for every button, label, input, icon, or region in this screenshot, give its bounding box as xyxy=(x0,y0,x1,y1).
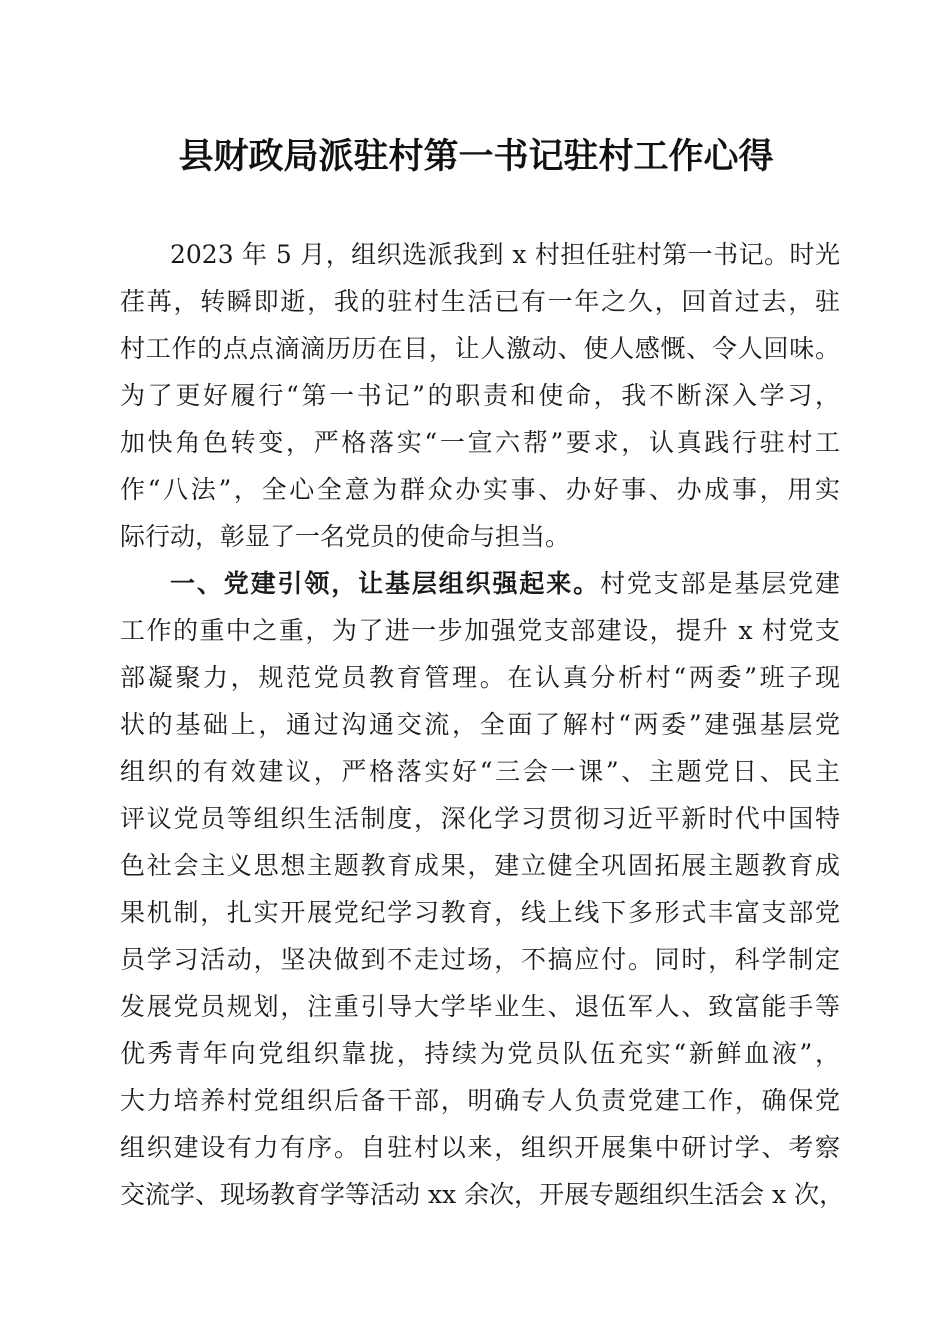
paragraph-2-line-9: 员学习活动，坚决做到不走过场，不搞应付。同时，科学制定 xyxy=(120,945,840,974)
paragraph-2-line-14: 交流学、现场教育学等活动 xx 余次，开展专题组织生活会 x 次， xyxy=(120,1180,845,1209)
paragraph-1-line-4: 为了更好履行“第一书记”的职责和使命，我不断深入学习， xyxy=(120,381,840,410)
paragraph-2-line-5: 组织的有效建议，严格落实好“三会一课”、主题党日、民主 xyxy=(120,757,840,786)
document-body xyxy=(120,231,845,1218)
paragraph-2-line-2: 工作的重中之重，为了进一步加强党支部建设，提升 x 村党支 xyxy=(120,616,840,645)
paragraph-2-line-11: 优秀青年向党组织靠拢，持续为党员队伍充实“新鲜血液”， xyxy=(120,1039,840,1068)
paragraph-1-line-7: 际行动，彰显了一名党员的使命与担当。 xyxy=(120,522,571,551)
paragraph-2-line-1 xyxy=(120,560,840,607)
paragraph-2-line-6: 评议党员等组织生活制度，深化学习贯彻习近平新时代中国特 xyxy=(120,804,840,833)
paragraph-1-line-5: 加快角色转变，严格落实“一宣六帮”要求，认真践行驻村工 xyxy=(120,428,840,457)
paragraph-1-line-6: 作“八法”，全心全意为群众办实事、办好事、办成事，用实 xyxy=(120,475,840,504)
document-title: 县财政局派驻村第一书记驻村工作心得 xyxy=(178,136,774,177)
paragraph-2-line-13: 组织建设有力有序。自驻村以来，组织开展集中研讨学、考察 xyxy=(120,1133,840,1162)
paragraph-2-line-7: 色社会主义思想主题教育成果，建立健全巩固拓展主题教育成 xyxy=(120,851,840,880)
paragraph-2-line-4: 状的基础上，通过沟通交流，全面了解村“两委”建强基层党 xyxy=(120,710,840,739)
paragraph-2-line-3: 部凝聚力，规范党员教育管理。在认真分析村“两委”班子现 xyxy=(120,663,840,692)
paragraph-1-line-2: 荏苒，转瞬即逝，我的驻村生活已有一年之久，回首过去，驻 xyxy=(120,287,840,316)
paragraph-2-line-12: 大力培养村党组织后备干部，明确专人负责党建工作，确保党 xyxy=(120,1086,840,1115)
paragraph-1-line-1: 2023 年 5 月，组织选派我到 x 村担任驻村第一书记。时光 xyxy=(170,240,840,269)
paragraph-2-line-1-text: 村党支部是基层党建 xyxy=(599,569,840,598)
paragraph-2-line-10: 发展党员规划，注重引导大学毕业生、退伍军人、致富能手等 xyxy=(120,992,840,1021)
paragraph-2-line-8: 果机制，扎实开展党纪学习教育，线上线下多形式丰富支部党 xyxy=(120,898,840,927)
section-heading: 一、党建引领，让基层组织强起来。 xyxy=(170,569,600,598)
paragraph-1-line-3: 村工作的点点滴滴历历在目，让人激动、使人感慨、令人回味。 xyxy=(120,334,840,363)
